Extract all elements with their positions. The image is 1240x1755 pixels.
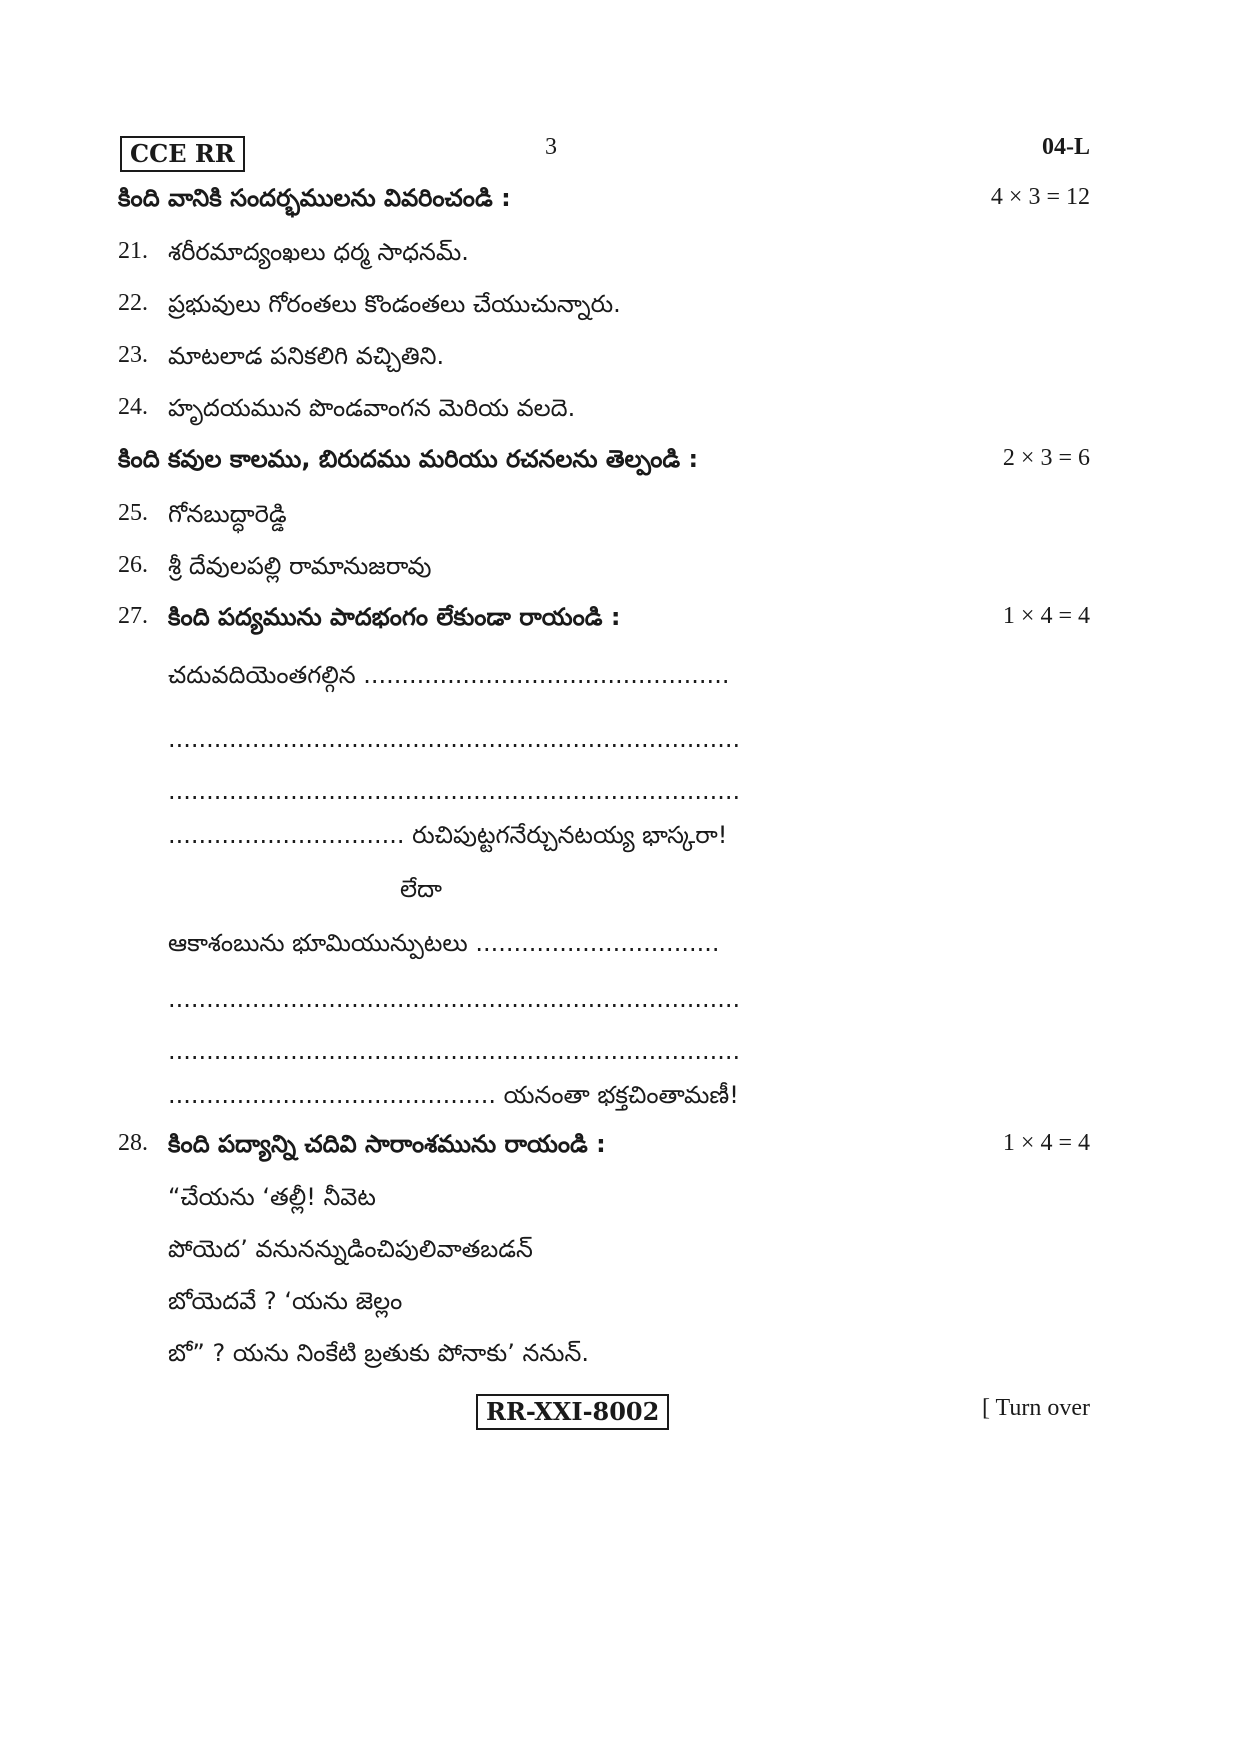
poem2-line3: ........................................................................... bbox=[168, 1037, 741, 1065]
q28-text: కింది పద్యాన్ని చదివి సారాంశమును రాయండి : bbox=[168, 1130, 606, 1158]
poem2-line4: ........................................... యనంతా భక్తచింతామణీ! bbox=[168, 1081, 739, 1109]
q28-marks: 1 × 4 = 4 bbox=[1002, 1130, 1090, 1156]
q23-number: 23. bbox=[118, 342, 148, 368]
q27-text: కింది పద్యమును పాదభంగం లేకుండా రాయండి : bbox=[168, 603, 621, 631]
q27-marks: 1 × 4 = 4 bbox=[1002, 603, 1090, 629]
turn-over-label: [ Turn over bbox=[981, 1395, 1090, 1421]
poem3-line3: బోయెదవే ? ‘యను జెల్లం bbox=[168, 1287, 403, 1315]
q24-number: 24. bbox=[118, 394, 148, 420]
poem3-line2: పోయెద’ వనునన్నుడించిపులివాతబడన్ bbox=[168, 1235, 533, 1263]
poem2-line2: ........................................................................... bbox=[168, 985, 741, 1013]
section2-marks: 2 × 3 = 6 bbox=[1002, 445, 1090, 471]
paper-code: 04-L bbox=[1042, 134, 1090, 160]
q24-text: హృదయమున పొండవాంగన మెరియ వలదె. bbox=[168, 394, 576, 422]
section2-instruction: కింది కవుల కాలము, బిరుదము మరియు రచనలను తెల్పండి : bbox=[118, 445, 699, 473]
footer-code: RR-XXI-8002 bbox=[476, 1394, 669, 1430]
cce-rr-label: CCE RR bbox=[120, 136, 245, 172]
poem2-line1: ఆకాశంబును భూమియున్పుటలు ................................ bbox=[168, 929, 720, 957]
section1-instruction: కింది వానికి సందర్భములను వివరించండి : bbox=[118, 184, 511, 212]
q22-number: 22. bbox=[118, 290, 148, 316]
q25-text: గోనబుద్ధారెడ్డి bbox=[168, 500, 287, 528]
section1-marks: 4 × 3 = 12 bbox=[990, 184, 1090, 210]
q25-number: 25. bbox=[118, 500, 148, 526]
poem3-line1: “చేయను ‘తల్లీ! నీవెట bbox=[168, 1183, 376, 1211]
page-number: 3 bbox=[545, 134, 557, 160]
poem1-line1: చదువదియెంతగల్గిన ................................................ bbox=[168, 661, 730, 689]
q22-text: ప్రభువులు గోరంతలు కొండంతలు చేయుచున్నారు. bbox=[168, 290, 621, 318]
q26-text: శ్రీ దేవులపల్లి రామానుజరావు bbox=[168, 552, 432, 580]
q21-number: 21. bbox=[118, 238, 148, 264]
q27-number: 27. bbox=[118, 603, 148, 629]
q28-number: 28. bbox=[118, 1130, 148, 1156]
poem3-line4: బో” ? యను నింకేటి బ్రతుకు పోనాకు’ ననున్. bbox=[168, 1339, 589, 1367]
poem1-line4: ............................... రుచిపుట్టగనేర్చునటయ్య భాస్కరా! bbox=[168, 821, 728, 849]
poem1-line2: ........................................................................... bbox=[168, 725, 741, 753]
poem1-line3: ........................................................................... bbox=[168, 777, 741, 805]
q26-number: 26. bbox=[118, 552, 148, 578]
q21-text: శరీరమాద్యంఖలు ధర్మ సాధనమ్. bbox=[168, 238, 469, 266]
q23-text: మాటలాడ పనికలిగి వచ్చితిని. bbox=[168, 342, 445, 370]
or-label: లేదా bbox=[400, 875, 442, 903]
